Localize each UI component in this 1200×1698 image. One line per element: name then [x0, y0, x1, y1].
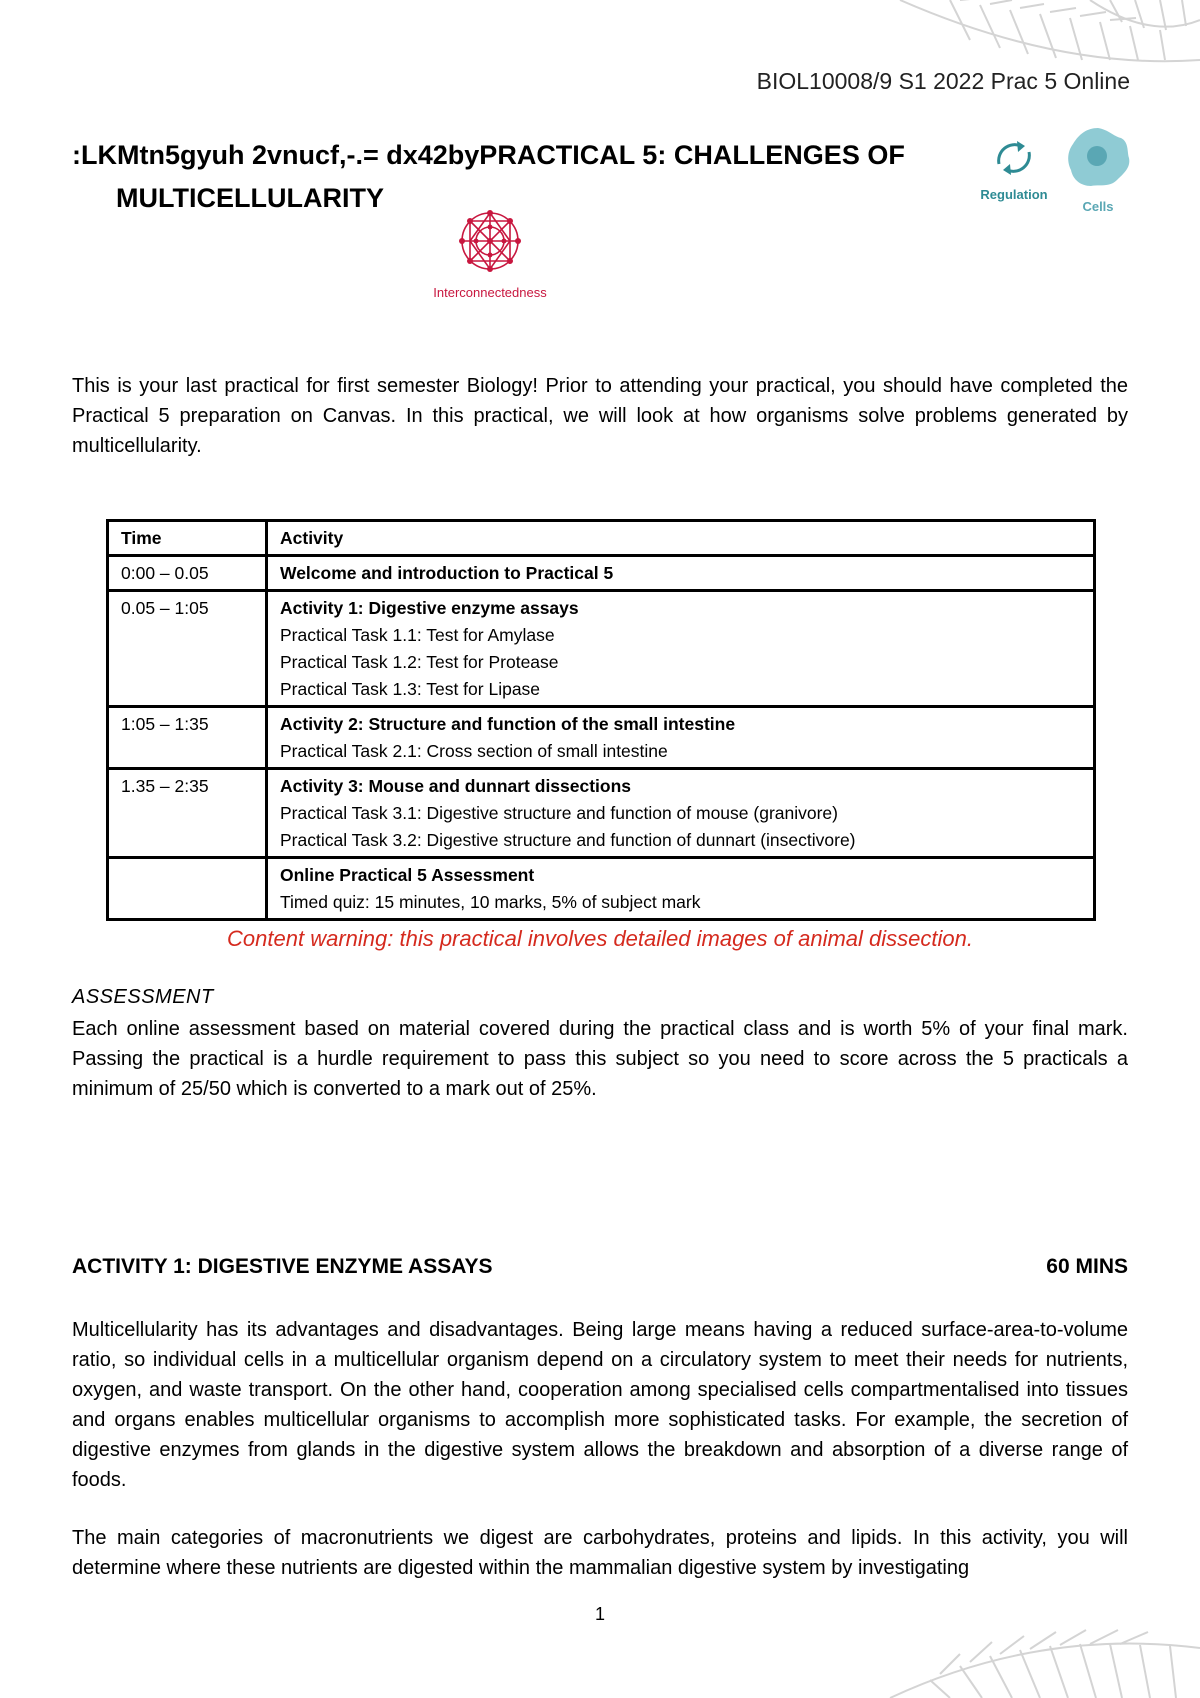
activity-1-paragraph-1: Multicellularity has its advantages and disadvantages. Being large means having a reduced surface-area-to-volume ratio, so individual cells in a multicellular organism depend on a circulatory system to meet their needs for nutrients, oxygen, and waste transport. On the other hand, cooperation among specialised cells compartmentalised into tissues and organs enables multicellular organisms to accomplish more sophisticated tasks. For example, the secretion of digestive enzymes from glands in the digestive system allows the breakdown and absorption of a diverse range of foods. — [72, 1319, 1128, 1491]
time-cell: 0:00 – 0.05 — [108, 556, 267, 591]
activity-title: Online Practical 5 Assessment — [280, 865, 535, 885]
time-cell — [108, 858, 267, 920]
cells-theme — [1060, 124, 1136, 214]
cell-icon — [1063, 124, 1133, 190]
activity-1-title: ACTIVITY 1: DIGESTIVE ENZYME ASSAYS — [72, 1255, 493, 1278]
time-cell: 1.35 – 2:35 — [108, 769, 267, 858]
time-cell: 0.05 – 1:05 — [108, 591, 267, 707]
title-line-1: :LKMtn5gyuh 2vnucf,-.= dx42byPRACTICAL 5: CHALLENGES OF — [72, 140, 905, 170]
table-header-row — [108, 521, 1095, 556]
regulation-theme — [966, 138, 1062, 202]
palm-leaf-decoration-icon — [860, 0, 1200, 130]
assessment-paragraph: Each online assessment based on material covered during the practical class and is worth 5% of your final mark. Passing the practical is a hurdle requirement to pass this subject so you need to score across the 5 practicals a minimum of 25/50 which is converted to a mark out of 25%. — [72, 1018, 1128, 1100]
assessment-heading: ASSESSMENT — [72, 986, 214, 1008]
regulation-label: Regulation — [980, 187, 1048, 202]
activity-title: Welcome and introduction to Practical 5 — [280, 563, 614, 583]
activity-1-paragraph-2: The main categories of macronutrients we digest are carbohydrates, proteins and lipids. In this activity, you will determine where these nutrients are digested within the mammalian digestive system by investigating — [72, 1527, 1128, 1579]
task-item: Practical Task 2.1: Cross section of small intestine — [280, 741, 668, 761]
activity-title: Activity 1: Digestive enzyme assays — [280, 598, 579, 618]
task-item: Practical Task 3.1: Digestive structure and function of mouse (granivore) — [280, 803, 838, 823]
network-sphere-icon — [457, 208, 523, 274]
page-number: 1 — [594, 1604, 605, 1624]
task-item: Timed quiz: 15 minutes, 10 marks, 5% of subject mark — [280, 892, 701, 912]
column-header-activity: Activity — [267, 521, 1095, 556]
activity-title: Activity 3: Mouse and dunnart dissections — [280, 776, 632, 796]
cells-label: Cells — [1082, 199, 1114, 214]
activity-cell — [267, 591, 1095, 707]
table-row — [108, 707, 1095, 769]
table-row — [108, 769, 1095, 858]
content-warning: Content warning: this practical involves detailed images of animal dissection. — [227, 926, 973, 951]
time-cell: 1:05 – 1:35 — [108, 707, 267, 769]
table-row — [108, 858, 1095, 920]
course-code-header: BIOL10008/9 S1 2022 Prac 5 Online — [756, 68, 1130, 94]
activity-title: Activity 2: Structure and function of the small intestine — [280, 714, 736, 734]
task-item: Practical Task 1.1: Test for Amylase — [280, 625, 555, 645]
activity-cell — [267, 556, 1095, 591]
schedule-table — [106, 519, 1096, 921]
interconnectedness-label: Interconnectedness — [433, 285, 547, 300]
interconnectedness-theme — [410, 208, 570, 300]
activity-1-duration: 60 MINS — [1046, 1255, 1128, 1278]
activity-cell — [267, 769, 1095, 858]
table-row — [108, 591, 1095, 707]
task-item: Practical Task 1.3: Test for Lipase — [280, 679, 541, 699]
task-item: Practical Task 1.2: Test for Protease — [280, 652, 559, 672]
table-row — [108, 556, 1095, 591]
intro-paragraph: This is your last practical for first semester Biology! Prior to attending your practical, you should have completed the Practical 5 preparation on Canvas. In this practical, we will look at how organisms solve problems generated by multicellularity. — [72, 375, 1128, 457]
activity-cell — [267, 858, 1095, 920]
activity-1-heading — [72, 1255, 1128, 1279]
task-item: Practical Task 3.2: Digestive structure and function of dunnart (insectivore) — [280, 830, 856, 850]
title-line-2: MULTICELLULARITY — [116, 183, 384, 213]
column-header-time: Time — [108, 521, 267, 556]
regulation-cycle-icon — [991, 138, 1037, 178]
activity-cell — [267, 707, 1095, 769]
